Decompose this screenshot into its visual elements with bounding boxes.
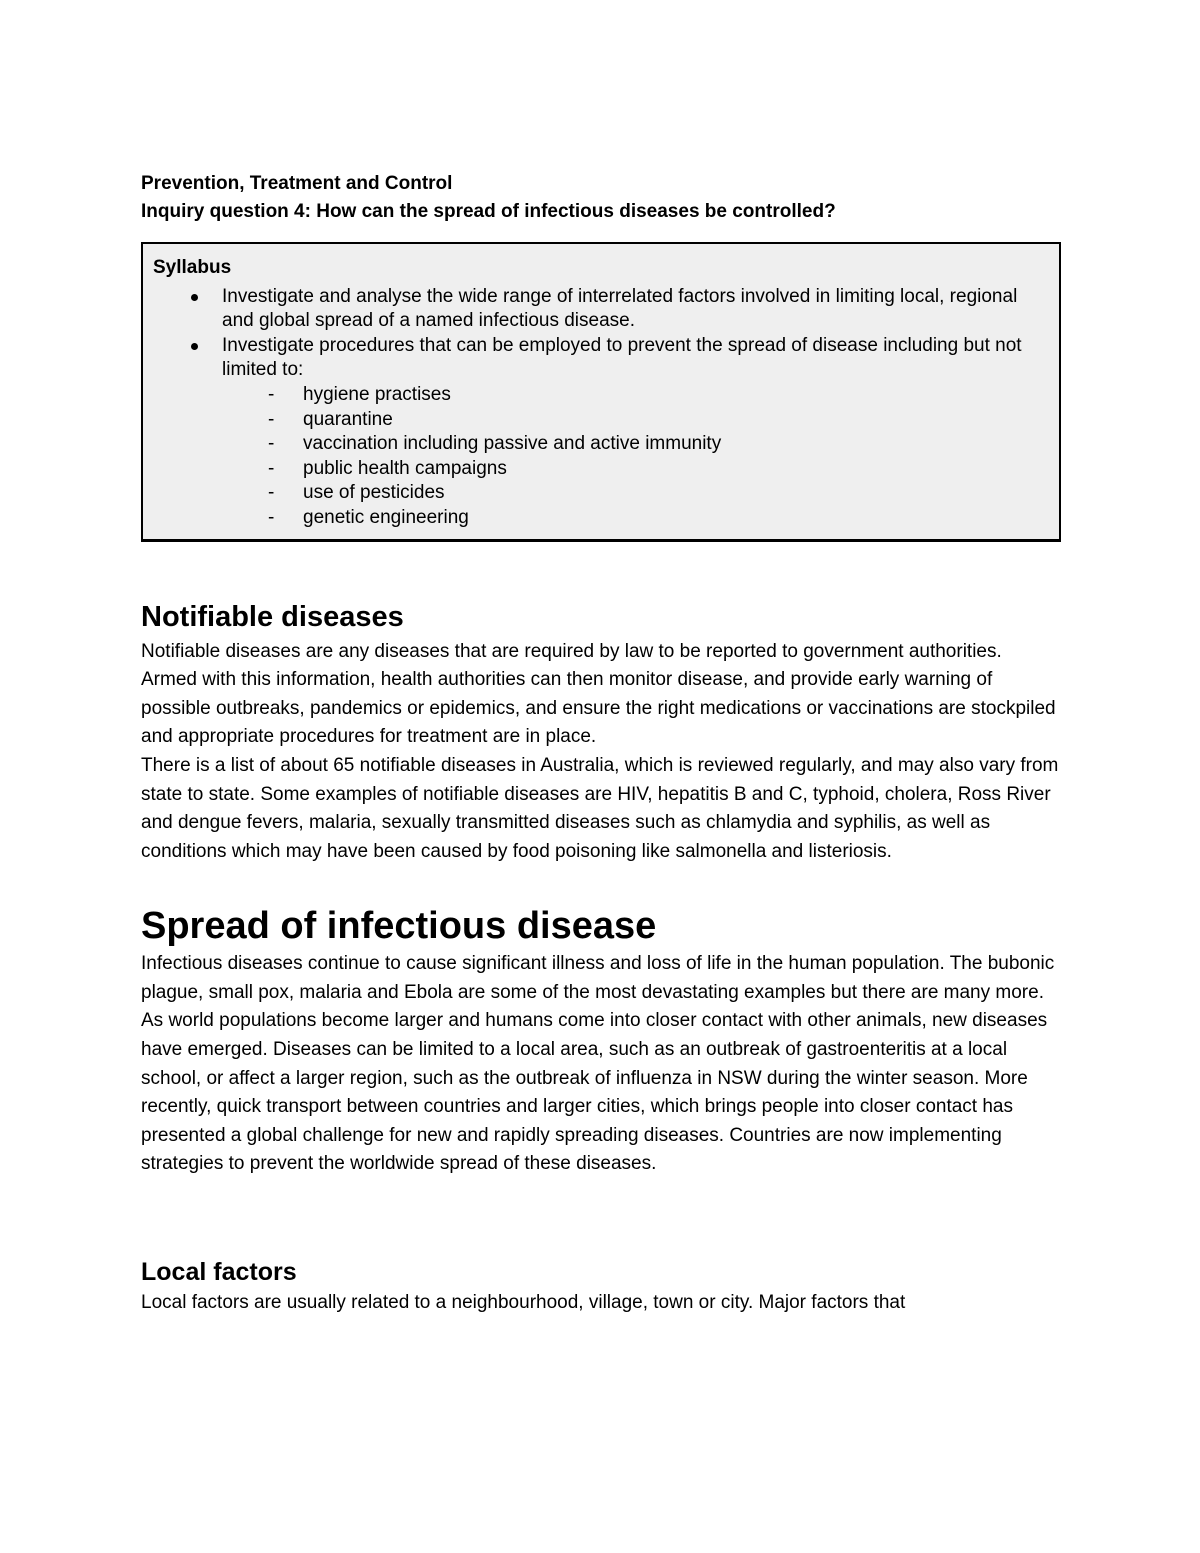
bullet-dot-icon [191,343,198,350]
syllabus-heading: Syllabus [153,257,232,278]
procedure-text: hygiene practises [303,383,451,405]
syllabus-bullet-text: Investigate and analyse the wide range of interrelated factors involved in limiting local, regional and global spread of a named infectious disease. [222,285,1018,332]
document-content [141,170,1061,1318]
procedure-item [153,432,1049,457]
procedure-text: use of pesticides [303,482,445,504]
dash-marker: - [268,383,275,405]
dash-marker: - [268,408,275,430]
procedure-item [153,457,1049,482]
procedure-text: public health campaigns [303,457,507,479]
notifiable-paragraph-1: Notifiable diseases are any diseases that are required by law to be reported to government authorities. Armed with this information, health authorities can then monitor disease, and provide early warning of possible outbreaks, pandemics or epidemics, and ensure the right medications or vaccinations are stockpiled and appropriate procedures for treatment are in place. [141,640,1056,748]
syllabus-bullet [153,285,1049,334]
bullet-dot-icon [191,294,198,301]
dash-marker: - [268,482,275,504]
syllabus-box [141,242,1061,542]
topic-heading: Prevention, Treatment and Control [141,173,453,194]
syllabus-bullet [153,334,1049,531]
procedure-text: quarantine [303,408,393,430]
dash-marker: - [268,506,275,528]
procedure-item [153,481,1049,506]
procedure-text: vaccination including passive and active immunity [303,433,722,455]
procedure-item [153,383,1049,408]
procedure-text: genetic engineering [303,506,469,528]
notifiable-diseases-heading: Notifiable diseases [141,600,404,633]
dash-marker: - [268,433,275,455]
syllabus-bullets [153,285,1049,531]
procedure-item [153,408,1049,433]
procedure-list [153,383,1049,531]
notifiable-paragraph-2: There is a list of about 65 notifiable diseases in Australia, which is reviewed regularly, and may also vary from state to state. Some examples of notifiable diseases are HIV, hepatitis B and C, typhoid, cholera, Ross River and dengue fevers, malaria, sexually transmitted diseases such as chlamydia and syphilis, as well as conditions which may have been caused by food poisoning like salmonella and listeriosis. [141,754,1059,862]
inquiry-question: Inquiry question 4: How can the spread of infectious diseases be controlled? [141,201,836,222]
syllabus-bullet-text: Investigate procedures that can be employed to prevent the spread of disease including but not limited to: [222,334,1022,381]
spread-heading: Spread of infectious disease [141,905,657,948]
dash-marker: - [268,457,275,479]
spread-paragraph: Infectious diseases continue to cause significant illness and loss of life in the human population. The bubonic plague, small pox, malaria and Ebola are some of the most devastating examples but there are many more. As world populations become larger and humans come into closer contact with other animals, new diseases have emerged. Diseases can be limited to a local area, such as an outbreak of gastroenteritis at a local school, or affect a larger region, such as the outbreak of influenza in NSW during the winter season. More recently, quick transport between countries and larger cities, which brings people into closer contact has presented a global challenge for new and rapidly spreading diseases. Countries are now implementing strategies to prevent the worldwide spread of these diseases. [141,953,1055,1175]
local-factors-heading: Local factors [141,1258,297,1287]
procedure-item [153,506,1049,531]
local-factors-paragraph: Local factors are usually related to a neighbourhood, village, town or city. Major factors that [141,1292,906,1314]
